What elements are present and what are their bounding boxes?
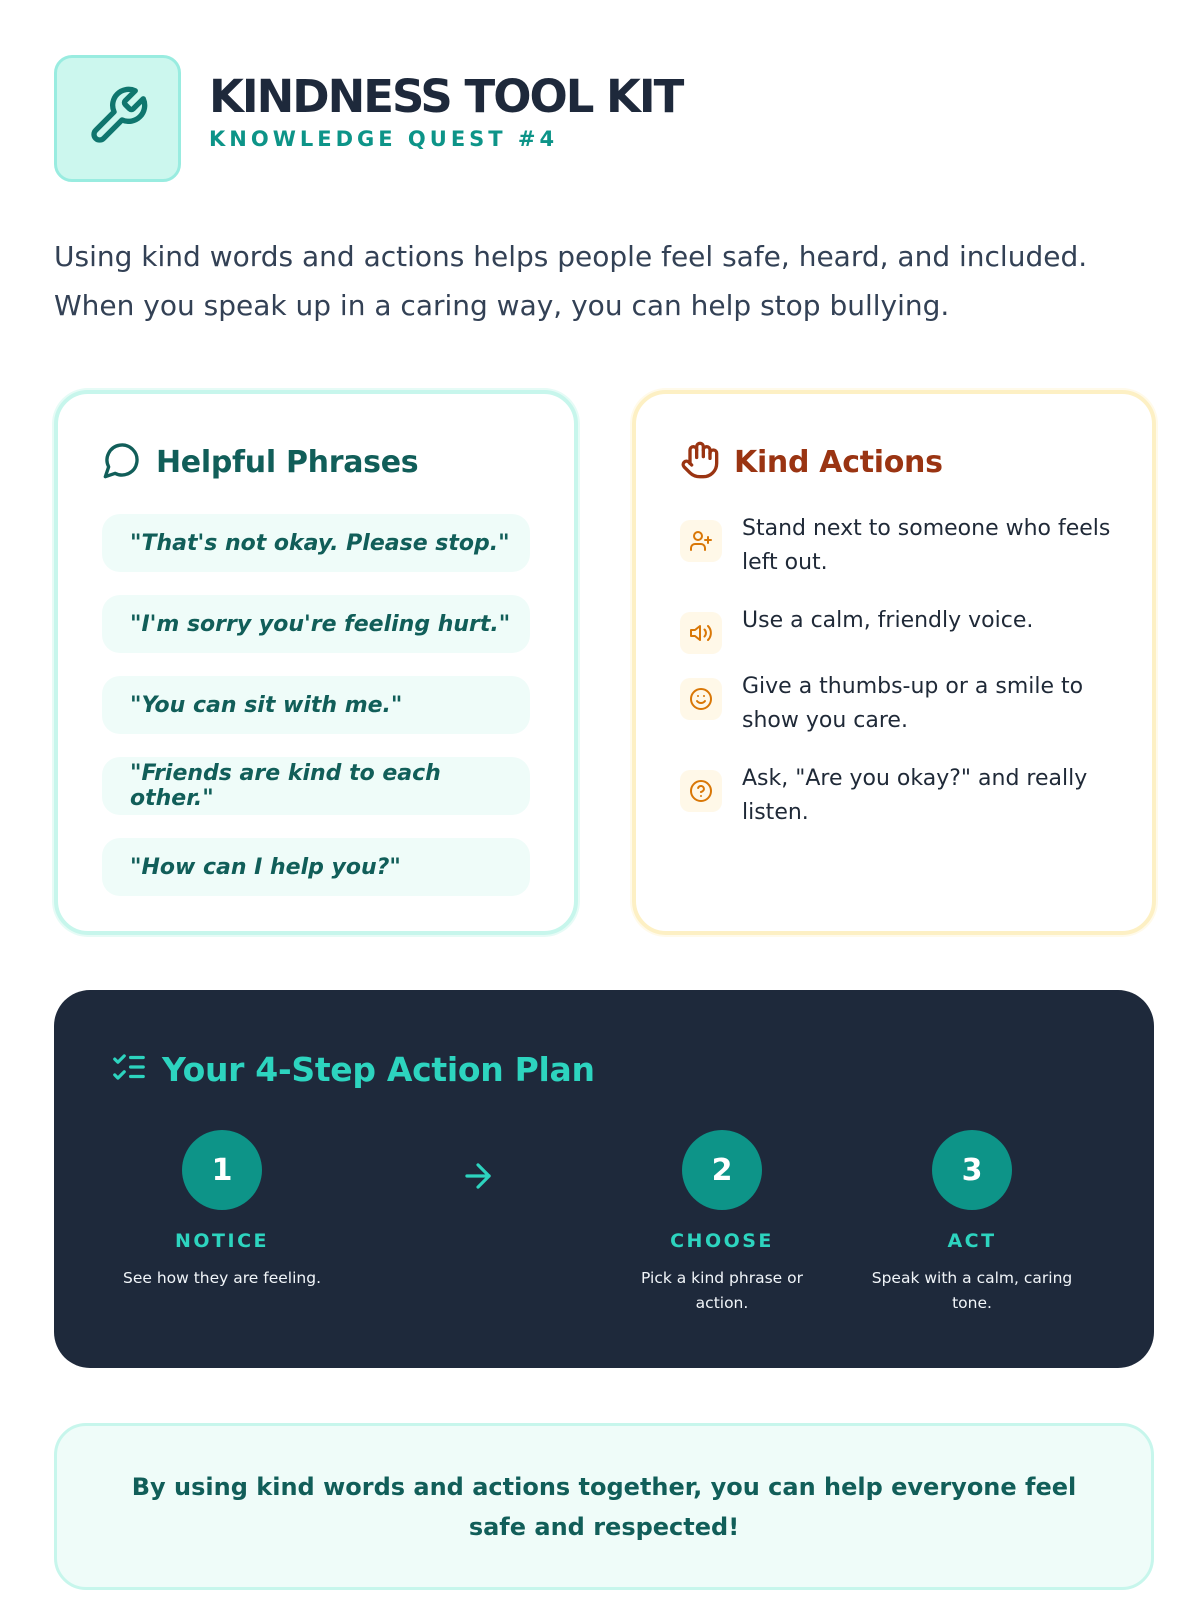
step-notice: [107, 1130, 337, 1291]
action-item: [680, 670, 1120, 762]
wrench-icon: [86, 84, 150, 152]
plan-header: [110, 1048, 595, 1090]
action-text: Stand next to someone who feels left out.: [742, 516, 1111, 575]
step-number: 1: [182, 1130, 262, 1210]
card-title: Helpful Phrases: [156, 444, 419, 480]
header: [54, 54, 682, 182]
helpful-phrases-card: [54, 390, 578, 935]
step-label: CHOOSE: [670, 1230, 774, 1252]
summary-callout: [54, 1423, 1154, 1590]
action-item: [680, 512, 1120, 604]
step-label: ACT: [947, 1230, 997, 1252]
card-title: Kind Actions: [734, 444, 943, 480]
step-choose: [607, 1130, 837, 1316]
action-item: [680, 604, 1120, 670]
card-header: [102, 440, 418, 484]
action-text: Give a thumbs-up or a smile to show you care.: [742, 674, 1084, 733]
logo-badge: [54, 55, 181, 182]
phrase-item: "That's not okay. Please stop.": [102, 514, 530, 572]
phrase-item: "Friends are kind to each other.": [102, 757, 530, 815]
phrase-list: [102, 514, 530, 919]
step-act: [857, 1130, 1087, 1316]
page-subtitle: KNOWLEDGE QUEST #4: [209, 126, 559, 151]
step-description: See how they are feeling.: [122, 1269, 321, 1287]
action-plan-panel: [54, 990, 1154, 1368]
action-text: Ask, "Are you okay?" and really listen.: [742, 766, 1088, 825]
action-text: Use a calm, friendly voice.: [742, 608, 1034, 633]
arrow-right-icon: [459, 1157, 497, 1199]
plan-title: Your 4-Step Action Plan: [162, 1049, 595, 1089]
step-number: 3: [932, 1130, 1012, 1210]
hand-icon: [680, 440, 720, 484]
phrase-item: "How can I help you?": [102, 838, 530, 896]
action-list: [680, 512, 1120, 854]
checklist-icon: [110, 1048, 148, 1090]
speech-bubble-icon: [102, 440, 142, 484]
card-header: [680, 440, 943, 484]
user-plus-icon: [680, 520, 722, 562]
summary-text: By using kind words and actions together, you can help everyone feel safe and respected!: [131, 1472, 1077, 1541]
step-description: Pick a kind phrase or action.: [641, 1269, 803, 1312]
title-block: [209, 70, 683, 151]
step-number: 2: [682, 1130, 762, 1210]
kind-actions-card: [632, 390, 1156, 935]
step-label: NOTICE: [174, 1230, 269, 1252]
action-item: [680, 762, 1120, 854]
page-title: KINDNESS TOOL KIT: [209, 70, 683, 124]
phrase-item: "I'm sorry you're feeling hurt.": [102, 595, 530, 653]
smile-icon: [680, 678, 722, 720]
step-description: Speak with a calm, caring tone.: [871, 1269, 1073, 1312]
intro-paragraph: Using kind words and actions helps people feel safe, heard, and included. When you speak up in a caring way, you can help stop bullying.: [54, 240, 1088, 322]
speaker-icon: [680, 612, 722, 654]
phrase-item: "You can sit with me.": [102, 676, 530, 734]
question-circle-icon: [680, 770, 722, 812]
